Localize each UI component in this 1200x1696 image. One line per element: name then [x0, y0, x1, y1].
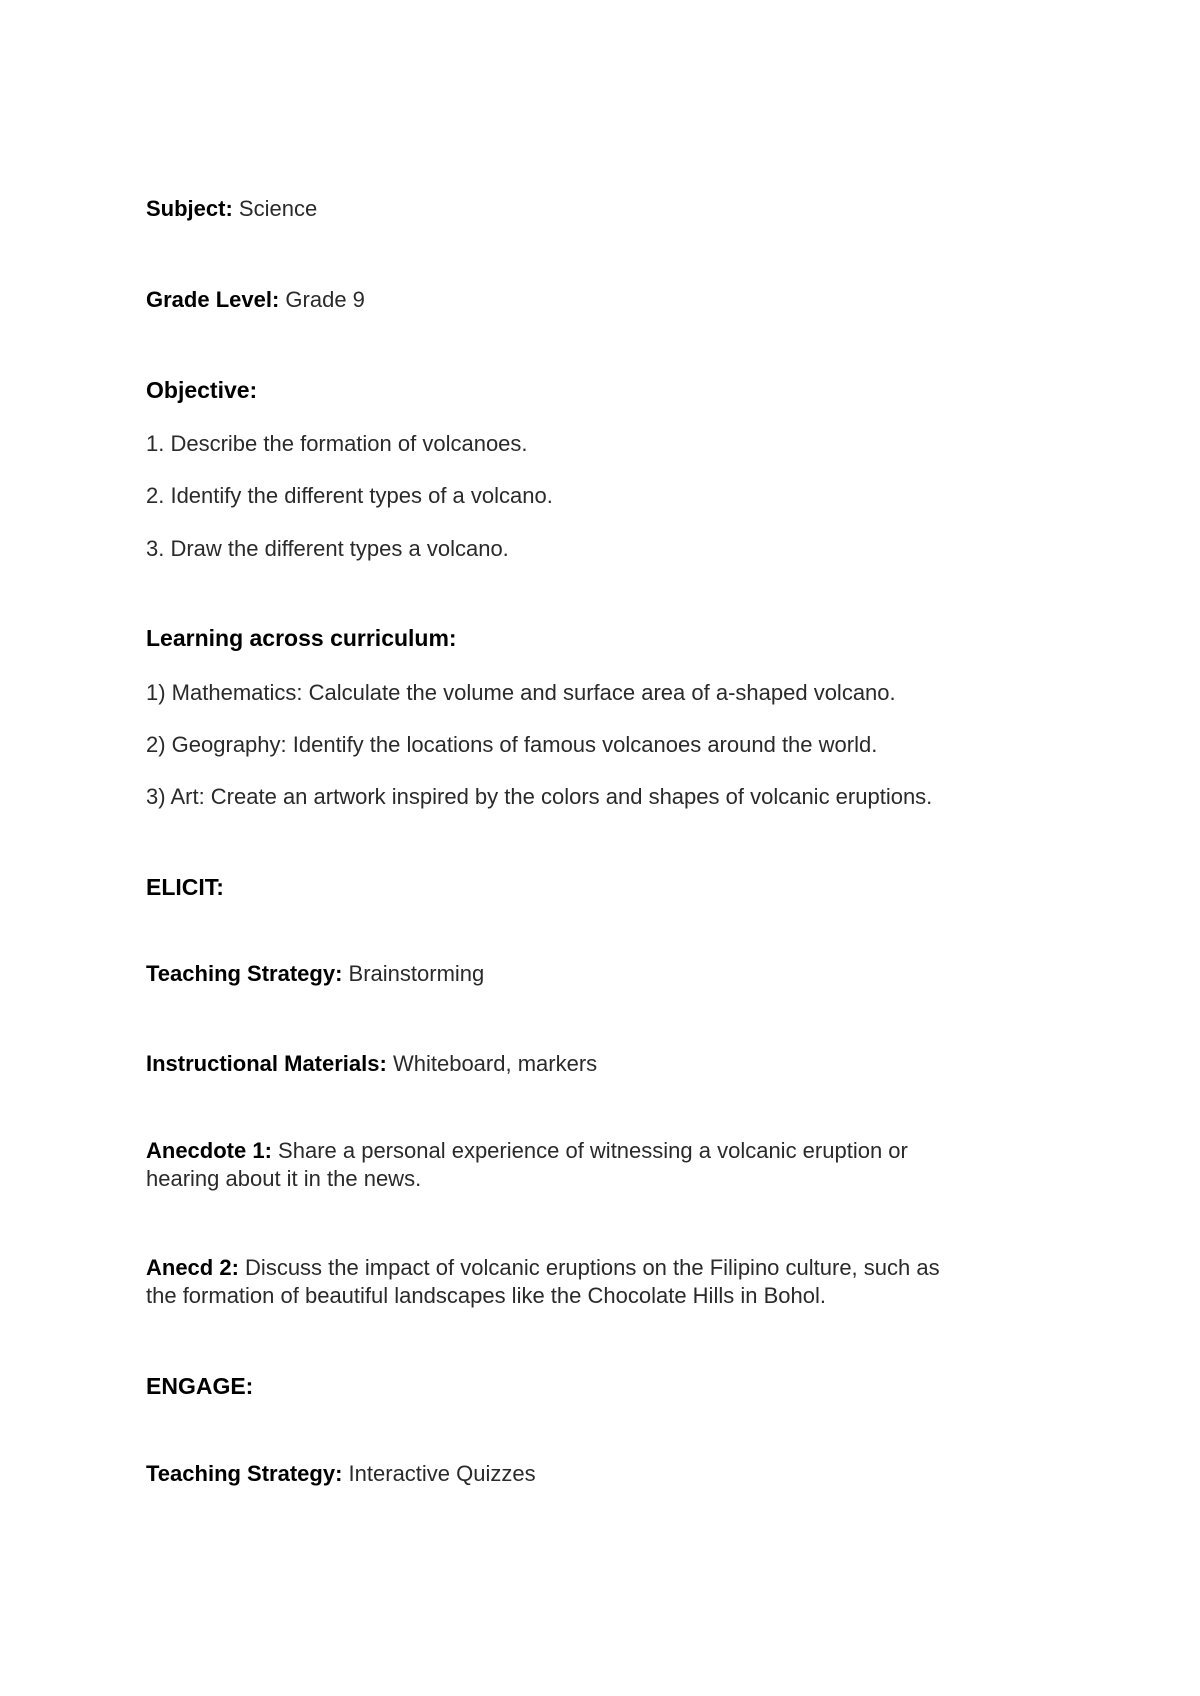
- anecdote-2-text: Discuss the impact of volcanic eruptions on the Filipino culture, such as: [245, 1255, 940, 1280]
- elicit-heading: ELICIT:: [146, 874, 224, 900]
- elicit-teaching-strategy: [146, 961, 484, 987]
- anecdote-1-continued: hearing about it in the news.: [146, 1166, 422, 1191]
- anecdote-1: [146, 1138, 908, 1164]
- subject-line: [146, 196, 317, 222]
- anecdote-1-text: Share a personal experience of witnessing a volcanic eruption or: [278, 1138, 908, 1163]
- objective-item: 3. Draw the different types a volcano.: [146, 536, 509, 561]
- engage-heading: ENGAGE:: [146, 1373, 254, 1399]
- teaching-strategy-value: Brainstorming: [348, 961, 485, 986]
- objective-heading: Objective:: [146, 377, 258, 403]
- anecdote-2-continued: the formation of beautiful landscapes like the Chocolate Hills in Bohol.: [146, 1283, 826, 1308]
- engage-teaching-strategy: [146, 1461, 536, 1487]
- learning-item: 2) Geography: Identify the locations of famous volcanoes around the world.: [146, 732, 878, 757]
- learning-heading: Learning across curriculum:: [146, 625, 457, 651]
- instructional-materials-value: Whiteboard, markers: [392, 1051, 598, 1076]
- teaching-strategy-label: Teaching Strategy:: [146, 961, 343, 986]
- instructional-materials-label: Instructional Materials:: [146, 1051, 387, 1076]
- objective-item: 2. Identify the different types of a volcano.: [146, 483, 553, 508]
- teaching-strategy-label: Teaching Strategy:: [146, 1461, 343, 1486]
- learning-item: 1) Mathematics: Calculate the volume and surface area of a-shaped volcano.: [146, 680, 896, 705]
- anecdote-1-label: Anecdote 1:: [146, 1138, 272, 1163]
- grade-level-line: [146, 287, 365, 313]
- grade-level-label: Grade Level:: [146, 287, 280, 312]
- objective-item: 1. Describe the formation of volcanoes.: [146, 431, 528, 456]
- subject-label: Subject:: [146, 196, 233, 221]
- grade-level-value: Grade 9: [285, 287, 365, 312]
- learning-item: 3) Art: Create an artwork inspired by the colors and shapes of volcanic eruptions.: [146, 784, 933, 809]
- elicit-instructional-materials: [146, 1051, 597, 1077]
- anecdote-2-label: Anecd 2:: [146, 1255, 239, 1280]
- subject-value: Science: [238, 196, 318, 221]
- teaching-strategy-value: Interactive Quizzes: [348, 1461, 536, 1486]
- anecdote-2: [146, 1255, 940, 1281]
